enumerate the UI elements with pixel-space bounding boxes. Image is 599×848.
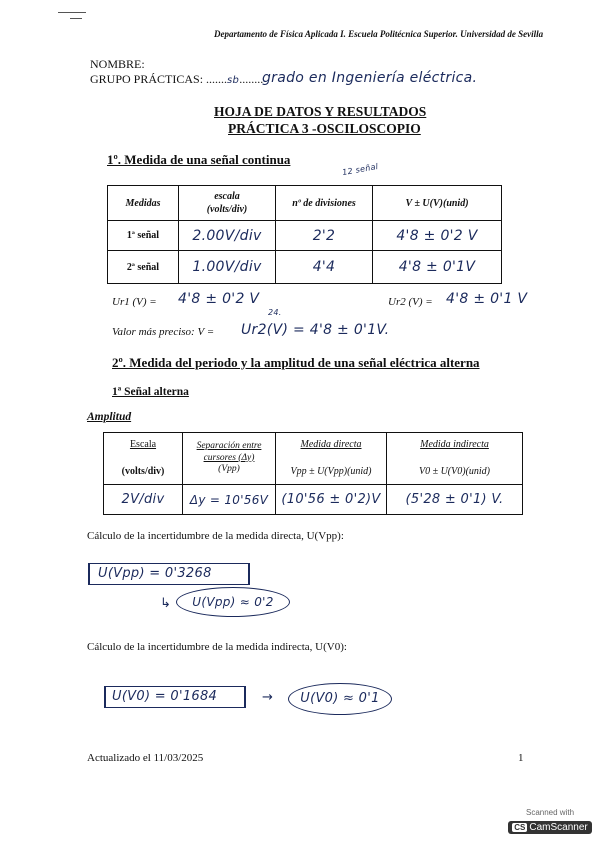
calc-indirect-result: U(V0) = 0'1684 bbox=[112, 689, 218, 704]
ur1-value: 4'8 ± 0'2 V bbox=[178, 291, 260, 307]
amplitud-heading: Amplitud bbox=[87, 411, 132, 423]
ur2-label: Ur2 (V) = bbox=[388, 296, 433, 308]
calc-indirect-rounded: U(V0) ≈ 0'1 bbox=[300, 691, 380, 706]
grupo-handwritten: grado en Ingeniería eléctrica. bbox=[262, 70, 478, 86]
grupo-line bbox=[90, 72, 263, 87]
cell-directa: (10'56 ± 0'2)V bbox=[276, 485, 387, 515]
ur2-value: 4'8 ± 0'1 V bbox=[446, 291, 528, 307]
camscanner-logo bbox=[508, 821, 591, 834]
cs-logo-icon: CS bbox=[514, 823, 526, 832]
precise-label: Valor más preciso: V = bbox=[112, 326, 215, 338]
row-label: 1ª señal bbox=[108, 221, 179, 251]
section1-heading: 1º. Medida de una señal continua bbox=[107, 152, 291, 167]
table-row bbox=[108, 221, 502, 251]
cell-valor: 4'8 ± 0'2 V bbox=[373, 221, 502, 251]
cell-divisiones: 4'4 bbox=[276, 251, 373, 284]
precise-value: Ur2(V) = 4'8 ± 0'1V. bbox=[241, 322, 390, 338]
subsection-heading: 1ª Señal alterna bbox=[112, 386, 189, 398]
header-directa: Medida directa Vpp ± U(Vpp)(unid) bbox=[276, 433, 387, 485]
table-row bbox=[104, 485, 523, 515]
section1-note: 12 señal bbox=[341, 161, 379, 178]
sheet-title: HOJA DE DATOS Y RESULTADOS bbox=[214, 104, 427, 119]
nombre-label: NOMBRE: bbox=[90, 57, 145, 71]
header-indirecta: Medida indirecta V0 ± U(V0)(unid) bbox=[387, 433, 523, 485]
stray-mark: 24. bbox=[268, 308, 282, 317]
cell-escala: 2.00V/div bbox=[179, 221, 276, 251]
section2-heading: 2º. Medida del periodo y la amplitud de una señal eléctrica alterna bbox=[112, 355, 480, 370]
scanned-with-text: Scanned with bbox=[525, 808, 575, 817]
page-number: 1 bbox=[518, 752, 524, 764]
cell-escala-ac: 2V/div bbox=[104, 485, 183, 515]
header-escala-ac: Escala (volts/div) bbox=[104, 433, 183, 485]
calc-indirect-arrow: → bbox=[262, 690, 274, 705]
table-row bbox=[108, 251, 502, 284]
ac-amplitude-table bbox=[103, 432, 523, 515]
header-divisiones: nº de divisiones bbox=[276, 186, 373, 221]
calc-direct-oval bbox=[176, 587, 290, 617]
header-medidas: Medidas bbox=[108, 186, 179, 221]
row-label: 2ª señal bbox=[108, 251, 179, 284]
grupo-label: GRUPO PRÁCTICAS: ....... bbox=[90, 72, 228, 86]
camscanner-name: CamScanner bbox=[529, 822, 588, 833]
cell-divisiones: 2'2 bbox=[276, 221, 373, 251]
grupo-dots: ........ bbox=[239, 72, 264, 86]
calc-direct-arrow-mark: ↳ bbox=[160, 596, 172, 611]
calc-direct-rounded: U(Vpp) ≈ 0'2 bbox=[192, 595, 274, 609]
header-separacion: Separación entre cursores (Δy) (Vpp) bbox=[183, 433, 276, 485]
cell-escala: 1.00V/div bbox=[179, 251, 276, 284]
calc-direct-result: U(Vpp) = 0'3268 bbox=[98, 566, 212, 581]
practice-title: PRÁCTICA 3 -OSCILOSCOPIO bbox=[228, 121, 421, 136]
header-valor: V ± U(V)(unid) bbox=[373, 186, 502, 221]
cell-separacion: Δy = 10'56V bbox=[183, 485, 276, 515]
calc-indirect-oval bbox=[288, 683, 392, 715]
calc-indirect-label: Cálculo de la incertidumbre de la medida indirecta, U(V0): bbox=[87, 641, 347, 653]
scan-mark bbox=[70, 18, 82, 19]
calc-indirect-box bbox=[104, 686, 246, 708]
scan-mark bbox=[58, 12, 86, 13]
department-header: Departamento de Física Aplicada I. Escuela Politécnica Superior. Universidad de Sevilla bbox=[214, 29, 544, 39]
dc-signal-table bbox=[107, 185, 502, 284]
ur1-label: Ur1 (V) = bbox=[112, 296, 157, 308]
camscanner-watermark bbox=[508, 808, 592, 842]
calc-direct-label: Cálculo de la incertidumbre de la medida directa, U(Vpp): bbox=[87, 530, 344, 542]
grupo-value: sb bbox=[227, 75, 240, 86]
cell-valor: 4'8 ± 0'1V bbox=[373, 251, 502, 284]
updated-date: Actualizado el 11/03/2025 bbox=[87, 752, 204, 764]
header-escala: escala (volts/div) bbox=[179, 186, 276, 221]
calc-direct-box bbox=[88, 563, 250, 585]
cell-indirecta: (5'28 ± 0'1) V. bbox=[387, 485, 523, 515]
